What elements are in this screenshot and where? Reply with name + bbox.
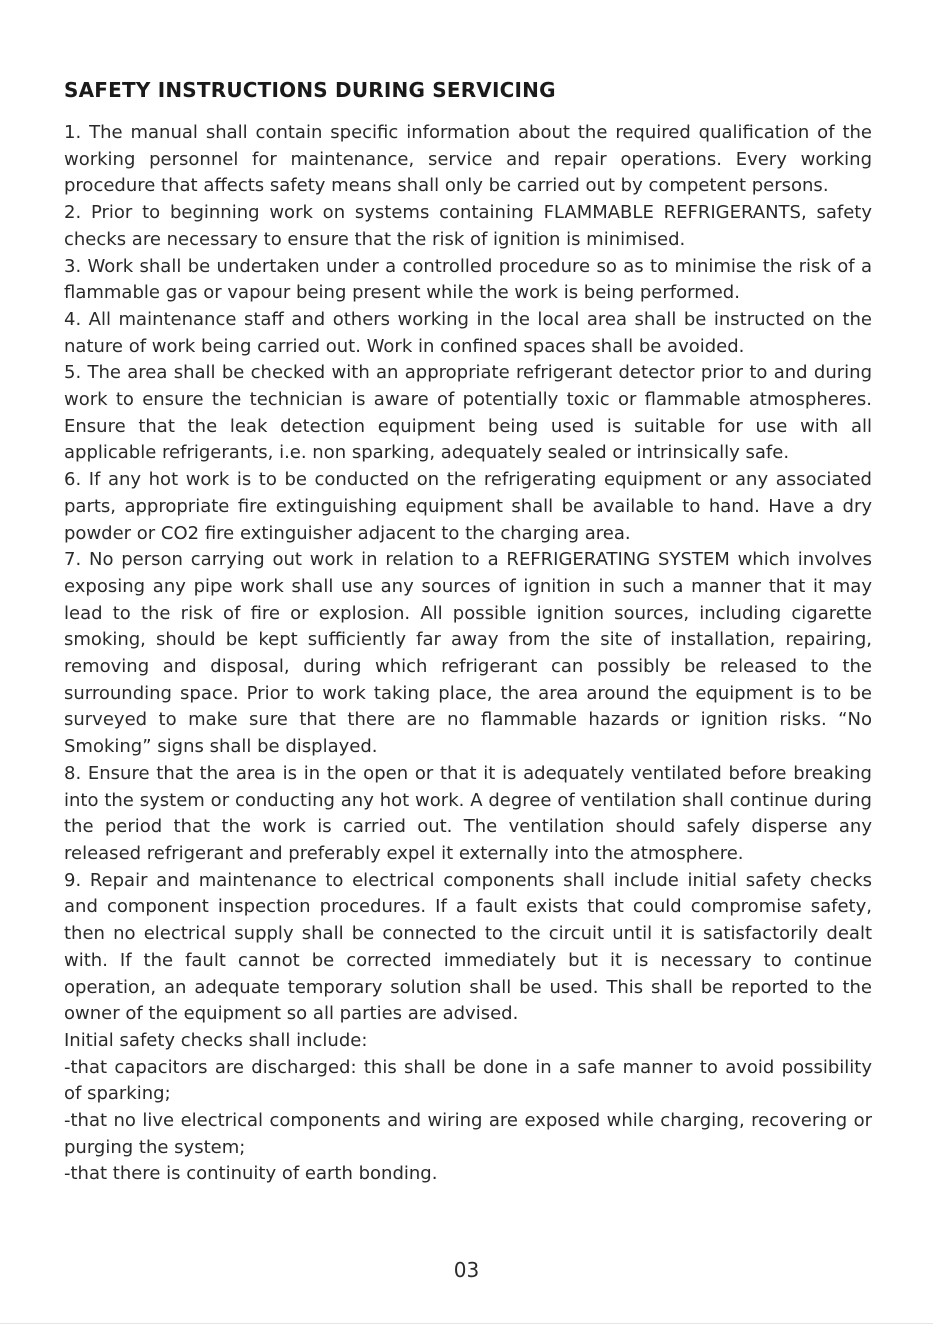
check-item-earth-bonding: -that there is continuity of earth bonding. — [64, 1163, 438, 1185]
document-page — [64, 76, 872, 1188]
paragraph-2: 2. Prior to beginning work on systems containing FLAMMABLE REFRIGERANTS, safety checks are necessary to ensure that the risk of ignition is minimised. — [64, 202, 872, 250]
paragraph-9: 9. Repair and maintenance to electrical components shall include initial safety checks and component inspection procedures. If a fault exists that could compromise safety, then no electrical supply shall be connected to the circuit until it is satisfactorily dealt with. If the fault cannot be corrected immediately but it is necessary to continue operation, an adequate temporary solution shall be used. This shall be reported to the owner of the equipment so all parties are advised. — [64, 869, 872, 1025]
initial-checks-intro: Initial safety checks shall include: — [64, 1029, 368, 1051]
paragraph-6: 6. If any hot work is to be conducted on the refrigerating equipment or any associated parts, appropriate fire extinguishing equipment shall be available to hand. Have a dry powder or CO2 fire extinguisher adjacent to the charging area. — [64, 469, 872, 544]
section-heading: SAFETY INSTRUCTIONS DURING SERVICING — [64, 78, 556, 102]
paragraph-4: 4. All maintenance staff and others working in the local area shall be instructed on the nature of work being carried out. Work in confined spaces shall be avoided. — [64, 308, 872, 357]
check-item-capacitors: -that capacitors are discharged: this shall be done in a safe manner to avoid possibility of sparking; — [64, 1056, 872, 1105]
paragraph-8: 8. Ensure that the area is in the open or that it is adequately ventilated before breaking into the system or conducting any hot work. A degree of ventilation shall continue during the period that the work is carried out. The ventilation should safely disperse any released refrigerant and preferably expel it externally into the atmosphere. — [64, 762, 872, 864]
check-item-live-components: -that no live electrical components and wiring are exposed while charging, recovering or purging the system; — [64, 1110, 872, 1158]
paragraph-7: 7. No person carrying out work in relation to a REFRIGERATING SYSTEM which involves exposing any pipe work shall use any sources of ignition in such a manner that it may lead to the risk of fire or explosion. All possible ignition sources, including cigarette smoking, should be kept sufficiently far away from the site of installation, repairing, removing and disposal, during which refrigerant can possibly be released to the surrounding space. Prior to work taking place, the area around the equipment is to be surveyed to make sure that there are no flammable hazards or ignition risks. “No Smoking” signs shall be displayed. — [64, 549, 872, 758]
paragraph-1: 1. The manual shall contain specific information about the required qualification of the working personnel for maintenance, service and repair operations. Every working procedure that affects safety means shall only be carried out by competent persons. — [64, 122, 872, 197]
paragraph-3: 3. Work shall be undertaken under a controlled procedure so as to minimise the risk of a flammable gas or vapour being present while the work is being performed. — [64, 255, 872, 304]
paragraph-5: 5. The area shall be checked with an appropriate refrigerant detector prior to and during work to ensure the technician is aware of potentially toxic or flammable atmospheres. Ensure that the leak detection equipment being used is suitable for use with all applicable refrigerants, i.e. non sparking, adequately sealed or intrinsically safe. — [64, 362, 872, 464]
page-number: 03 — [453, 1258, 480, 1282]
instructions-body — [64, 120, 872, 1188]
